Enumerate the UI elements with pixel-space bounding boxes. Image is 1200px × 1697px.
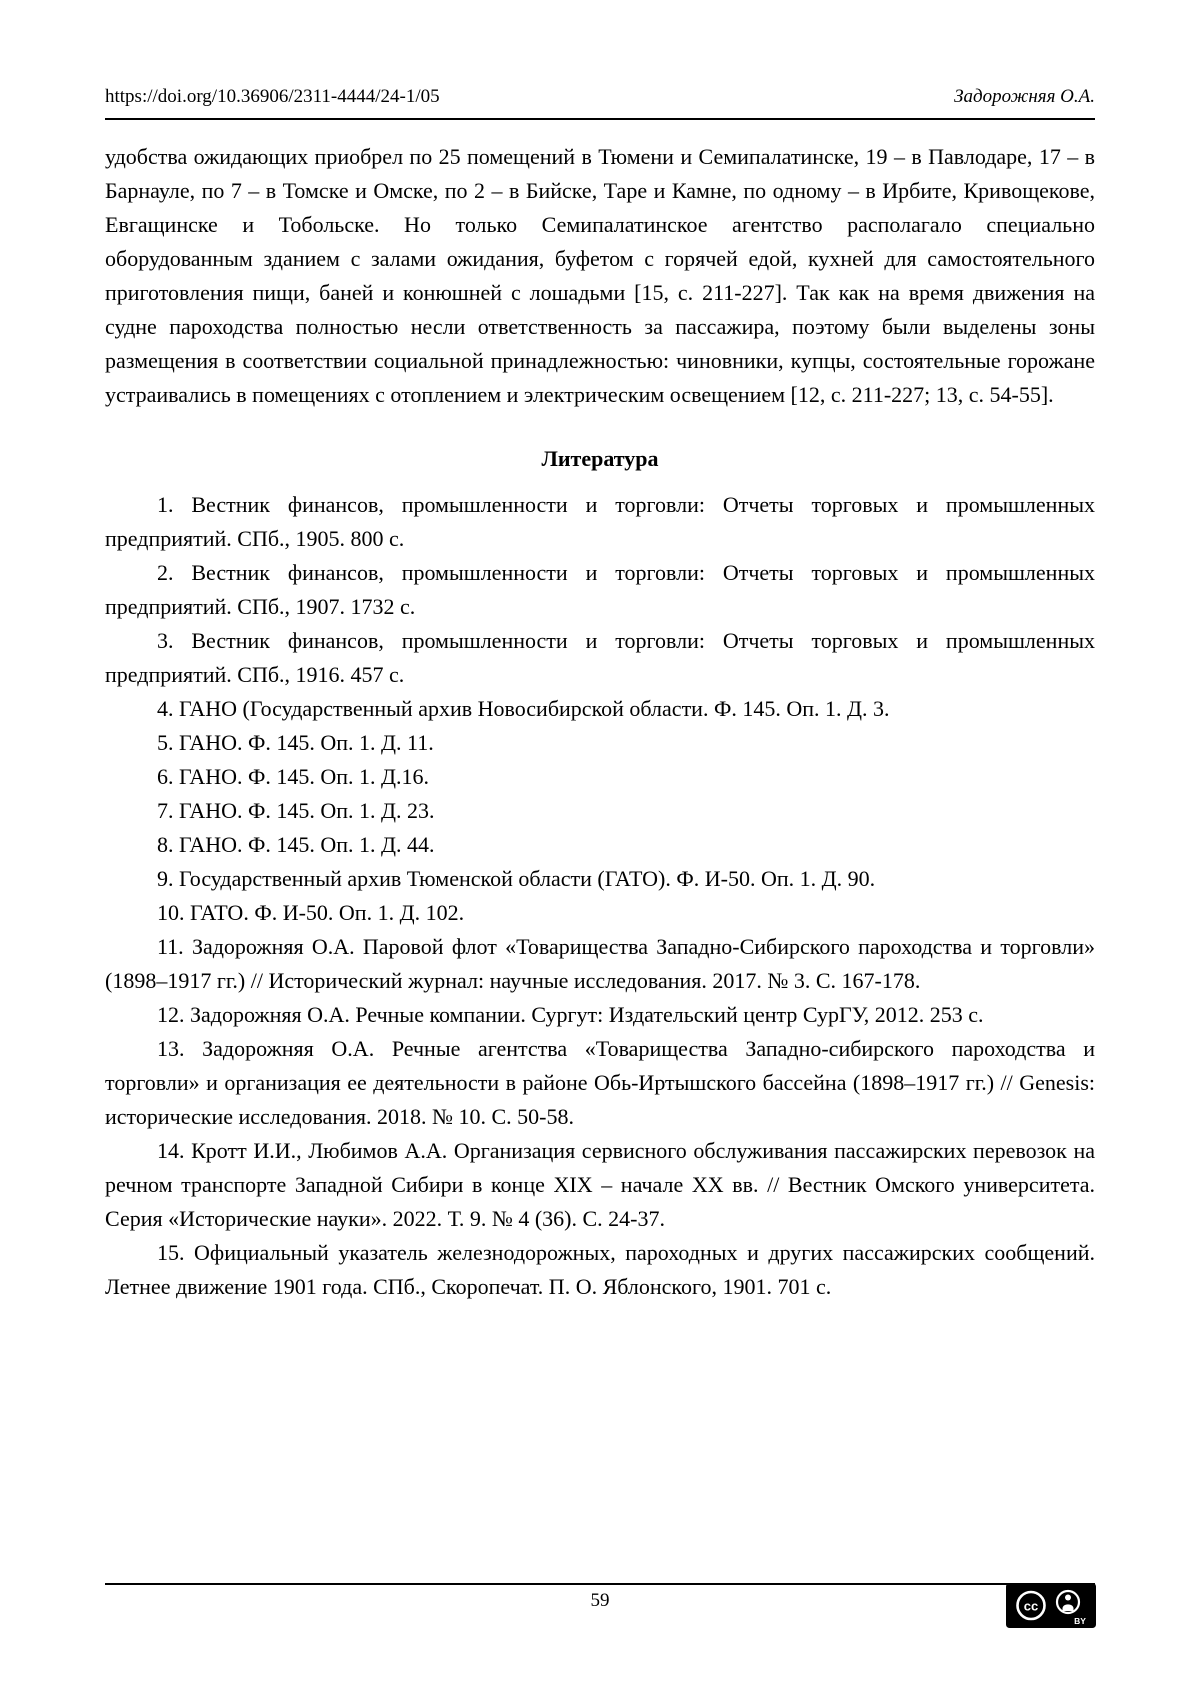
- reference-item: 7. ГАНО. Ф. 145. Оп. 1. Д. 23.: [157, 798, 435, 823]
- section-title-literature: Литература: [541, 446, 659, 471]
- cc-by-license-badge[interactable]: [1006, 1583, 1096, 1628]
- reference-item: 14. Кротт И.И., Любимов А.А. Организация сервисного обслуживания пассажирских перевозок на речном транспорте Западной Сибири в конце XIX – начале XX вв. // Вестник Омского университета. Серия «Исторические науки». 2022. Т. 9. № 4 (36). С. 24-37.: [105, 1138, 1095, 1231]
- footer-rule: [105, 1583, 1095, 1585]
- reference-item: 4. ГАНО (Государственный архив Новосибирской области. Ф. 145. Оп. 1. Д. 3.: [157, 696, 890, 721]
- body-paragraph: удобства ожидающих приобрел по 25 помещений в Тюмени и Семипалатинске, 19 – в Павлодаре, 17 – в Барнауле, по 7 – в Томске и Омске, по 2 – в Бийске, Таре и Камне, по одному – в Ирбите, Кривощекове, Евгащинске и Тобольске. Но только Семипалатинское агентство располагало специально оборудованным зданием с залами ожидания, буфетом с горячей едой, кухней для самостоятельного приготовления пищи, баней и конюшней с лошадьми [15, с. 211-227]. Так как на время движения на судне пароходства полностью несли ответственность за пассажира, поэтому были выделены зоны размещения в соответствии социальной принадлежностью: чиновники, купцы, состоятельные горожане устраивались в помещениях с отоплением и электрическим освещением [12, с. 211-227; 13, с. 54-55].: [105, 144, 1095, 407]
- svg-text:cc: cc: [1023, 1598, 1039, 1614]
- reference-item: 9. Государственный архив Тюменской области (ГАТО). Ф. И-50. Оп. 1. Д. 90.: [157, 866, 876, 891]
- reference-item: 15. Официальный указатель железнодорожных, пароходных и других пассажирских сообщений. Летнее движение 1901 года. СПб., Скоропечат. П. О. Яблонского, 1901. 701 с.: [105, 1240, 1095, 1299]
- reference-item: 1. Вестник финансов, промышленности и торговли: Отчеты торговых и промышленных предприятий. СПб., 1905. 800 с.: [105, 492, 1095, 551]
- reference-item: 2. Вестник финансов, промышленности и торговли: Отчеты торговых и промышленных предприятий. СПб., 1907. 1732 с.: [105, 560, 1095, 619]
- running-head-author: Задорожняя О.А.: [954, 86, 1095, 107]
- reference-item: 11. Задорожняя О.А. Паровой флот «Товарищества Западно-Сибирского пароходства и торговли» (1898–1917 гг.) // Исторический журнал: научные исследования. 2017. № 3. С. 167-178.: [105, 934, 1095, 993]
- article-body: [105, 140, 1095, 1304]
- reference-item: 10. ГАТО. Ф. И-50. Оп. 1. Д. 102.: [157, 900, 465, 925]
- page-number: 59: [590, 1590, 610, 1611]
- header-rule: [105, 118, 1095, 120]
- running-head: [105, 86, 1095, 108]
- reference-item: 8. ГАНО. Ф. 145. Оп. 1. Д. 44.: [157, 832, 435, 857]
- reference-item: 12. Задорожняя О.А. Речные компании. Сургут: Издательский центр СурГУ, 2012. 253 с.: [157, 1002, 984, 1027]
- reference-item: 5. ГАНО. Ф. 145. Оп. 1. Д. 11.: [157, 730, 434, 755]
- doi-link[interactable]: https://doi.org/10.36906/2311-4444/24-1/05: [105, 86, 440, 107]
- reference-item: 6. ГАНО. Ф. 145. Оп. 1. Д.16.: [157, 764, 430, 789]
- by-label: BY: [1074, 1616, 1086, 1626]
- reference-item: 13. Задорожняя О.А. Речные агентства «Товарищества Западно-сибирского пароходства и торговли» и организация ее деятельности в районе Обь-Иртышского бассейна (1898–1917 гг.) // Genesis: исторические исследования. 2018. № 10. С. 50-58.: [105, 1036, 1095, 1129]
- reference-item: 3. Вестник финансов, промышленности и торговли: Отчеты торговых и промышленных предприятий. СПб., 1916. 457 с.: [105, 628, 1095, 687]
